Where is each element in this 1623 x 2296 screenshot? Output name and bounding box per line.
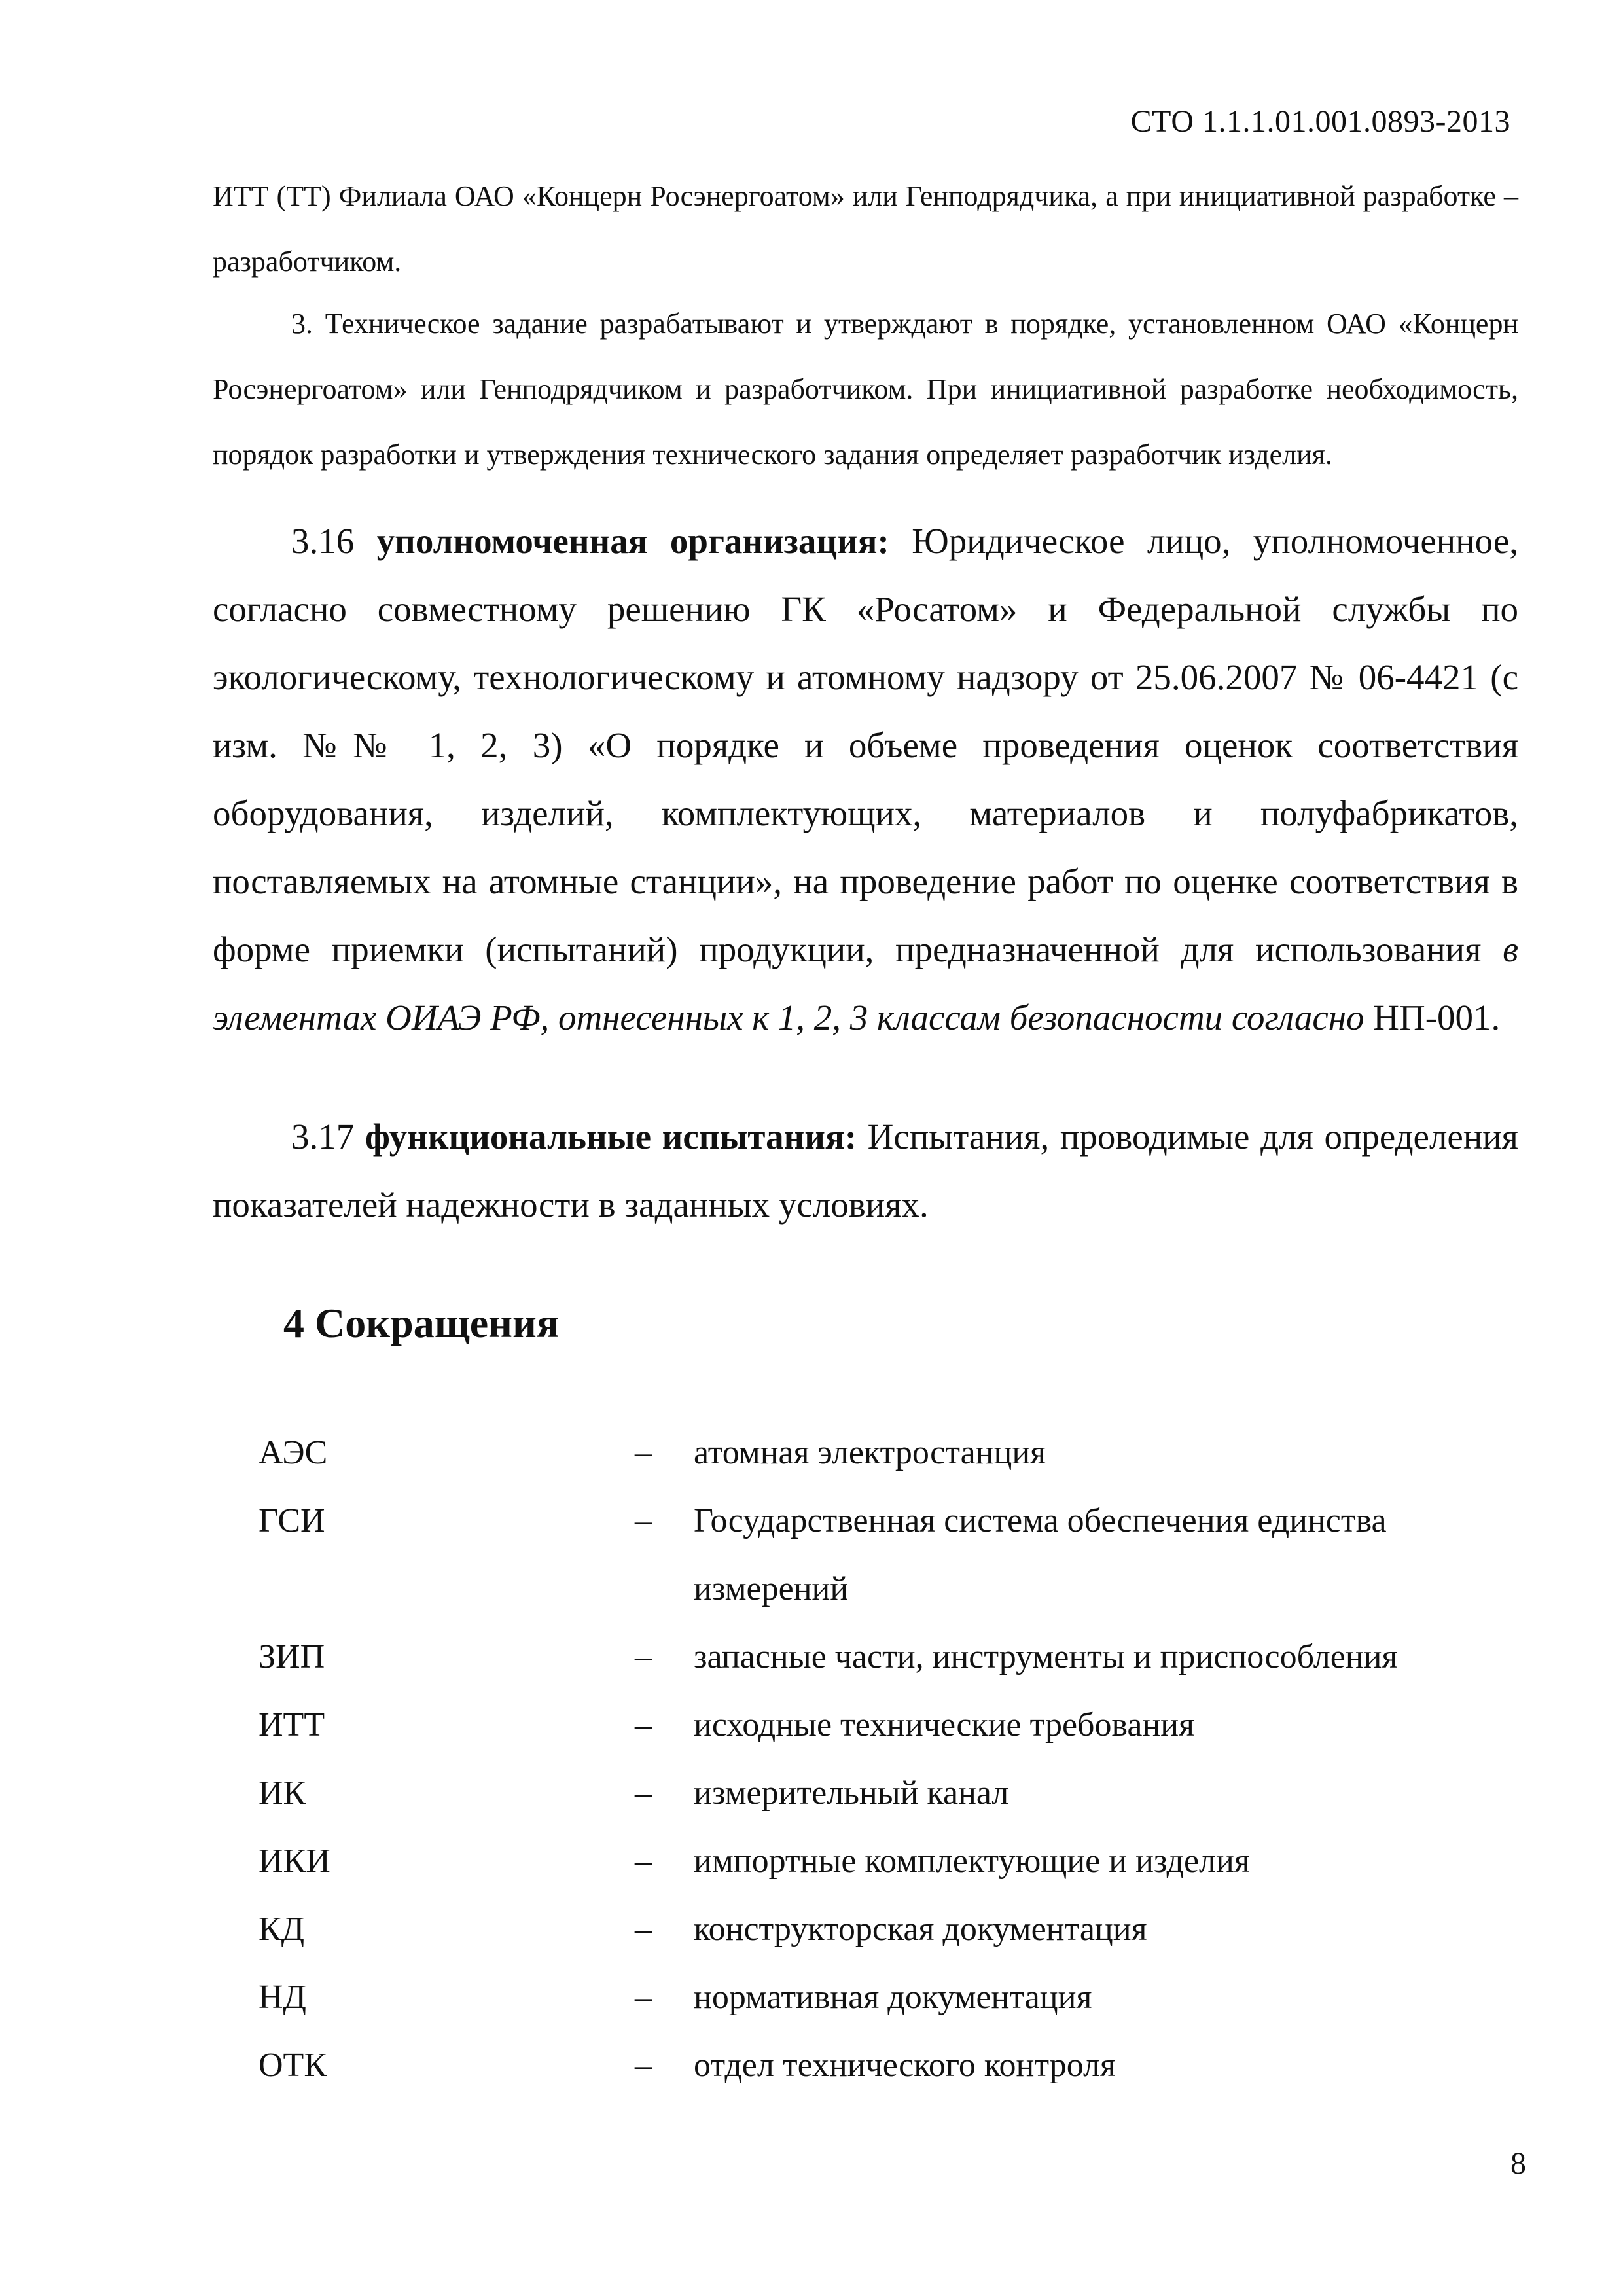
definition-number: 3.16 [291,521,377,561]
abbreviation-code: ИК [259,1774,306,1812]
abbreviation-dash: – [635,1434,652,1471]
abbreviation-description: исходные технические требования [694,1706,1195,1744]
abbreviation-dash: – [635,1842,652,1880]
abbreviation-code: ГСИ [259,1502,325,1539]
abbreviation-row [259,1623,1518,1691]
abbreviation-code: АЭС [259,1434,328,1471]
abbreviation-code: ИКИ [259,1842,330,1880]
definition-3-16 [213,507,1518,1052]
abbreviation-row [259,1419,1518,1487]
definition-text-italic: в элементах ОИАЭ РФ, отнесенных к 1, 2, 3 классам безопасности согласно [213,929,1518,1037]
abbreviation-row [259,1759,1518,1827]
section-title: 4 Сокращения [283,1300,560,1346]
abbreviation-description: отдел технического контроля [694,2047,1116,2084]
definition-term: функциональные испытания: [365,1117,857,1157]
abbreviations-list [259,1419,1518,2100]
abbreviation-code: ОТК [259,2047,327,2084]
intro-line: ИТТ (ТТ) Филиала ОАО «Концерн Росэнергоатом» или Генподрядчика, а при инициативной разработке – разработчиком. [213,180,1518,278]
definition-number: 3.17 [291,1117,365,1157]
abbreviation-code: ИТТ [259,1706,325,1744]
definition-text-end: НП-001. [1364,997,1501,1037]
abbreviation-row [259,1827,1518,1895]
abbreviation-description: запасные части, инструменты и приспособления [694,1638,1398,1676]
abbreviation-dash: – [635,2047,652,2084]
abbreviation-dash: – [635,1979,652,2016]
document-code: СТО 1.1.1.01.001.0893-2013 [1130,104,1510,139]
abbreviation-description: измерительный канал [694,1774,1009,1812]
abbreviation-code: ЗИП [259,1638,325,1676]
abbreviation-dash: – [635,1706,652,1744]
abbreviation-dash: – [635,1910,652,1948]
abbreviation-dash: – [635,1502,652,1539]
abbreviation-description: нормативная документация [694,1979,1092,2016]
definition-text: Испытания, проводимые для определения показателей надежности в заданных условиях. [213,1117,1518,1225]
intro-paragraph [213,164,1518,295]
definition-term: уполномоченная организация: [376,521,889,561]
item-3-text: 3. Техническое задание разрабатывают и утверждают в порядке, установленном ОАО «Концерн Росэнергоатом» или Генподрядчиком и разработчиком. При инициативной разработке необходимость, порядок разработки и утверждения технического задания определяет разработчик изделия. [213,308,1518,471]
definition-text: Юридическое лицо, уполномоченное, согласно совместному решению ГК «Росатом» и Федеральной службы по экологическому, технологическому и атомному надзору от 25.06.2007 № 06-4421 (с изм. №№ 1, 2, 3) «О порядке и объеме проведения оценок соответствия оборудования, изделий, комплектующих, материалов и полуфабрикатов, поставляемых на атомные станции», на проведение работ по оценке соответствия в форме приемки (испытаний) продукции, предназначенной для использования [213,521,1518,969]
page-number: 8 [1510,2146,1526,2181]
abbreviation-description: Государственная система обеспечения единства измерений [694,1502,1387,1607]
abbreviation-description: атомная электростанция [694,1434,1046,1471]
abbreviation-description: конструкторская документация [694,1910,1147,1948]
abbreviation-row [259,1964,1518,2032]
abbreviation-code: НД [259,1979,307,2016]
abbreviation-description: импортные комплектующие и изделия [694,1842,1250,1880]
item-3-paragraph [213,291,1518,488]
abbreviation-row [259,1895,1518,1964]
abbreviation-row [259,2032,1518,2100]
abbreviation-code: КД [259,1910,305,1948]
abbreviation-row [259,1487,1518,1623]
abbreviation-row [259,1691,1518,1759]
abbreviation-dash: – [635,1638,652,1676]
abbreviation-dash: – [635,1774,652,1812]
definition-3-17 [213,1103,1518,1239]
